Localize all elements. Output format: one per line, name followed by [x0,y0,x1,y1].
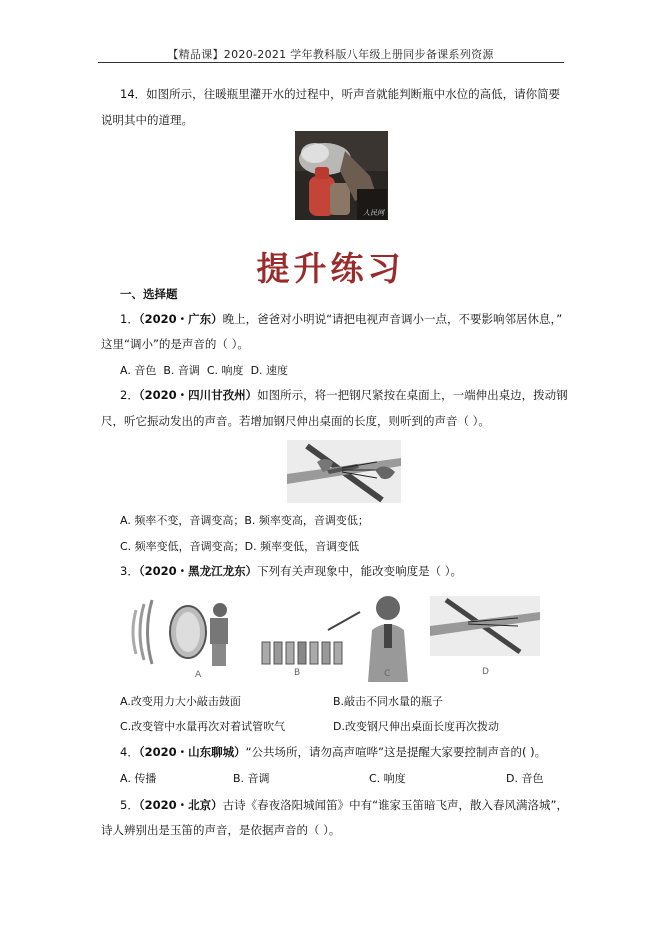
q5-source: （2020・北京） [138,798,223,812]
q2-number: 2． [120,388,139,402]
q3-source: （2020・黑龙江龙东） [138,564,258,578]
steel-ruler-figure [287,440,401,503]
q3-number: 3． [120,564,139,578]
q1-option-c: C. 响度 [206,364,244,377]
q2-text: 如图所示，将一把钢尺紧按在桌面上，一端伸出桌边，拨动钢 [257,388,568,402]
q5-line1 [120,797,568,813]
figure-b-bottles [262,612,360,664]
q1-line1 [120,311,562,327]
q2-line1 [120,387,568,403]
q3-option-d: D.改变钢尺伸出桌面长度再次拨动 [333,720,499,733]
page-header: 【精品课】2020-2021 学年教科版八年级上册同步备课系列资源 [167,48,494,61]
q3-line1 [120,563,462,579]
q2-source: （2020・四川甘孜州） [138,388,258,402]
figure-a-drum [133,600,228,666]
q2-line2: 尺，听它振动发出的声音。若增加钢尺伸出桌面的长度，则听到的声音（ ）。 [101,414,490,428]
photo-watermark: 人民网 [363,209,384,217]
q1-number: 1． [120,312,139,326]
figure-label-b: B [294,668,301,678]
q5-text: 古诗《春夜洛阳城闻笛》中有“谁家玉笛暗飞声，散入春风满洛城”， [222,798,569,812]
q4-text: “公共场所，请勿高声喧哗”这是提醒大家要控制声音的( )。 [245,745,547,759]
q4-option-c: C. 响度 [369,772,406,785]
q5-line2: 诗人辨别出是玉笛的声音，是依据声音的（ ）。 [101,823,341,837]
q4-number: 4． [120,745,139,759]
figure-label-a: A [195,670,202,680]
q1-options [120,362,288,378]
q4-option-a: A. 传播 [120,772,157,785]
q3-option-c: C.改变管中水量再次对着试管吹气 [120,720,286,733]
q1-option-d: D. 速度 [250,364,289,377]
header-divider [98,62,564,63]
figure-d-ruler [430,596,540,656]
q1-source: （2020・广东） [138,312,223,326]
thermos-photo [295,131,388,220]
q14-line1: 14．如图所示，往暖瓶里灌开水的过程中，听声音就能判断瓶中水位的高低，请你简要 [120,87,561,101]
q4-option-d: D. 音色 [506,772,544,785]
q4-line1 [120,744,546,760]
q3-text: 下列有关声现象中，能改变响度是（ ）。 [257,564,462,578]
q4-option-b: B. 音调 [233,772,270,785]
q14-line2: 说明其中的道理。 [101,113,193,127]
q2-options-row1: A. 频率不变，音调变高；B. 频率变高，音调变低； [120,514,369,527]
q1-option-a: A. 音色 [120,364,157,377]
section-title: 提升练习 [256,249,405,288]
q4-source: （2020・山东聊城） [138,745,246,759]
q5-number: 5． [120,798,139,812]
figure-label-d: D [482,667,489,677]
q3-option-b: B.敲击不同水量的瓶子 [333,695,444,708]
section-label: 一、选择题 [120,287,178,301]
q1-line2: 这里“调小”的是声音的（ ）。 [101,337,249,351]
figure-label-c: C [384,669,391,679]
q3-option-a: A.改变用力大小敲击鼓面 [120,695,241,708]
q1-option-b: B. 音调 [163,364,200,377]
q2-options-row2: C. 频率变低，音调变高；D. 频率变低，音调变低 [120,540,360,553]
q1-text: 晚上，爸爸对小明说“请把电视声音调小一点，不要影响邻居休息，” [222,312,563,326]
